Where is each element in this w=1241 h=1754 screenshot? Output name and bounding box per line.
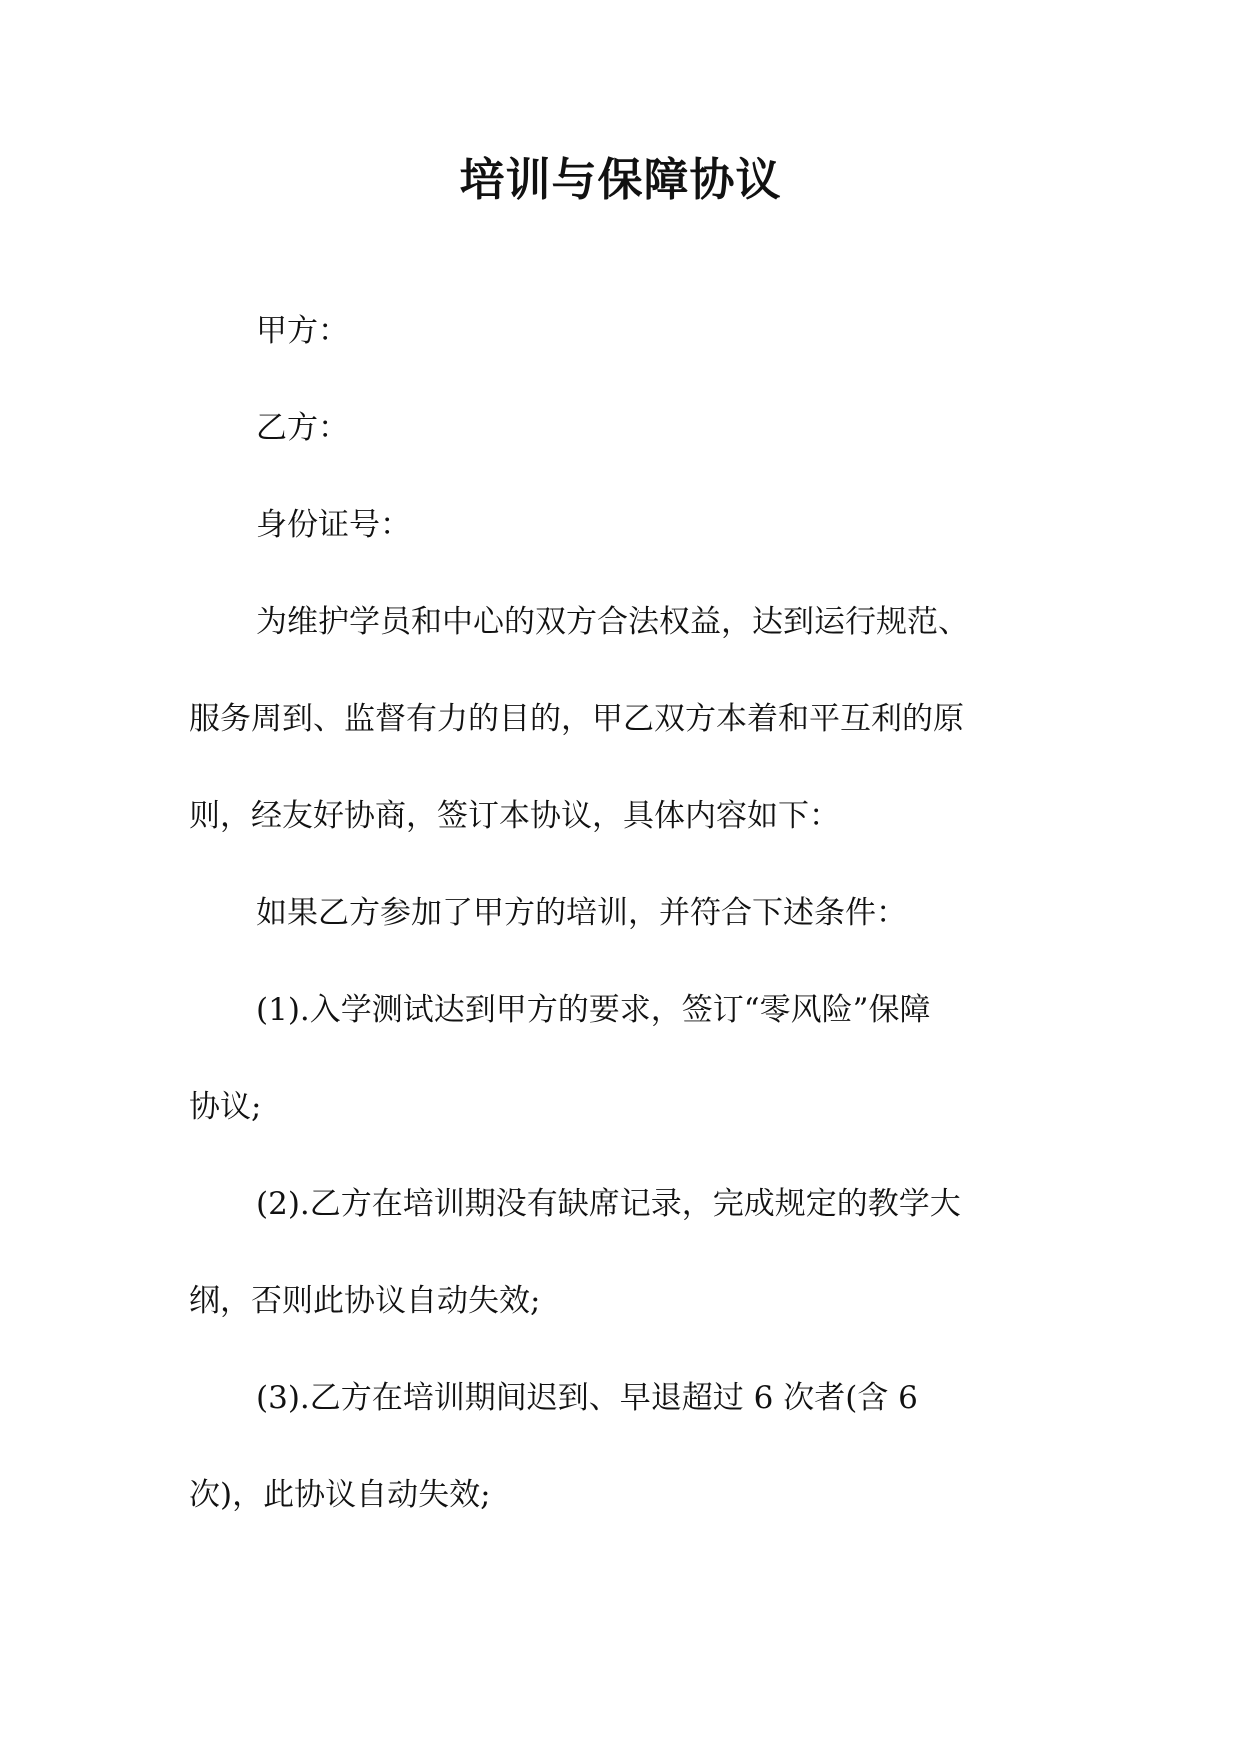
condition-3-line-2: 次)，此协议自动失效;: [189, 1477, 491, 1513]
condition-1-line-2: 协议;: [189, 1089, 262, 1125]
document-title: 培训与保障协议: [459, 153, 782, 206]
party-b-label: 乙方：: [256, 410, 349, 446]
conditions-intro: 如果乙方参加了甲方的培训，并符合下述条件：: [256, 895, 907, 931]
party-a-label: 甲方：: [256, 313, 349, 349]
condition-2-line-2: 纲，否则此协议自动失效;: [189, 1283, 541, 1319]
intro-paragraph-line-1: 为维护学员和中心的双方合法权益，达到运行规范、: [256, 604, 969, 640]
condition-2-line-1: (2).乙方在培训期没有缺席记录，完成规定的教学大: [256, 1186, 961, 1222]
id-number-label: 身份证号：: [256, 507, 411, 543]
condition-1-line-1: (1).入学测试达到甲方的要求，签订“零风险”保障: [256, 992, 931, 1028]
condition-3-line-1: (3).乙方在培训期间迟到、早退超过 6 次者(含 6: [256, 1380, 918, 1416]
intro-paragraph-line-3: 则，经友好协商，签订本协议，具体内容如下：: [189, 798, 840, 834]
intro-paragraph-line-2: 服务周到、监督有力的目的，甲乙双方本着和平互利的原: [189, 701, 964, 737]
